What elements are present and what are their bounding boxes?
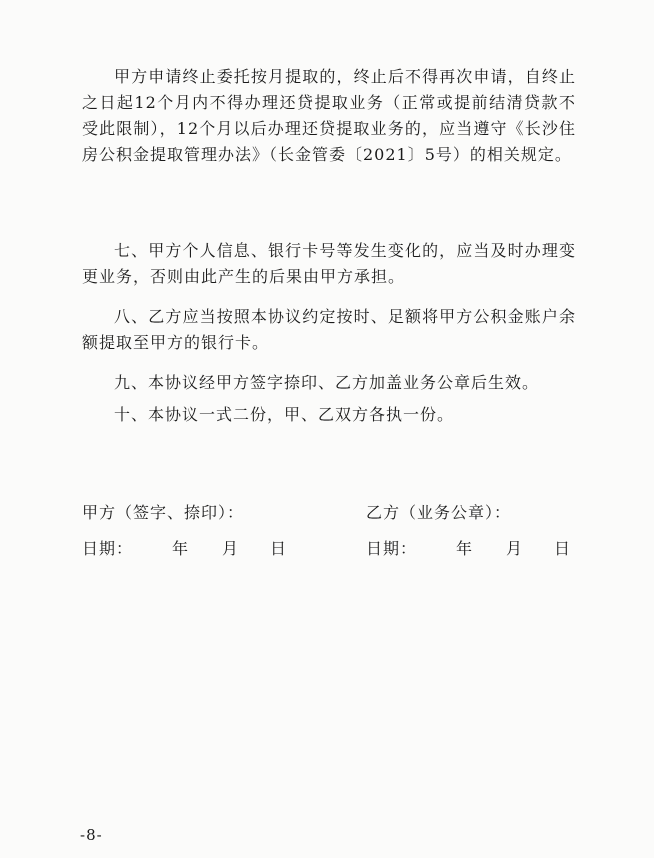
clause-paragraph-9: 九、本协议经甲方签字捺印、乙方加盖业务公章后生效。 xyxy=(114,373,540,392)
day-label: 日 xyxy=(554,539,572,558)
page-number: -8- xyxy=(80,826,103,844)
year-label: 年 xyxy=(456,539,474,558)
month-label: 月 xyxy=(222,539,240,558)
date-label: 日期： xyxy=(82,539,134,558)
clause-paragraph-10: 十、本协议一式二份，甲、乙双方各执一份。 xyxy=(114,405,455,424)
clause-paragraph-7: 七、甲方个人信息、银行卡号等发生变化的，应当及时办理变更业务，否则由此产生的后果由甲方承担。 xyxy=(82,241,576,286)
clause-paragraph-8: 八、乙方应当按照本协议约定按时、足额将甲方公积金账户余额提取至甲方的银行卡。 xyxy=(82,307,576,352)
year-label: 年 xyxy=(172,539,190,558)
party-a-signature-label: 甲方（签字、捺印）： xyxy=(82,503,245,522)
day-label: 日 xyxy=(270,539,288,558)
clause-paragraph-termination: 甲方申请终止委托按月提取的，终止后不得再次申请，自终止之日起12个月内不得办理还贷提取业务（正常或提前结清贷款不受此限制），12个月以后办理还贷提取业务的，应当遵守《长沙住房公积金提取管理办法》（长金管委〔2021〕5号）的相关规定。 xyxy=(82,67,576,164)
party-b-seal-label: 乙方（业务公章）： xyxy=(366,503,512,522)
month-label: 月 xyxy=(506,539,524,558)
date-label: 日期： xyxy=(366,539,418,558)
